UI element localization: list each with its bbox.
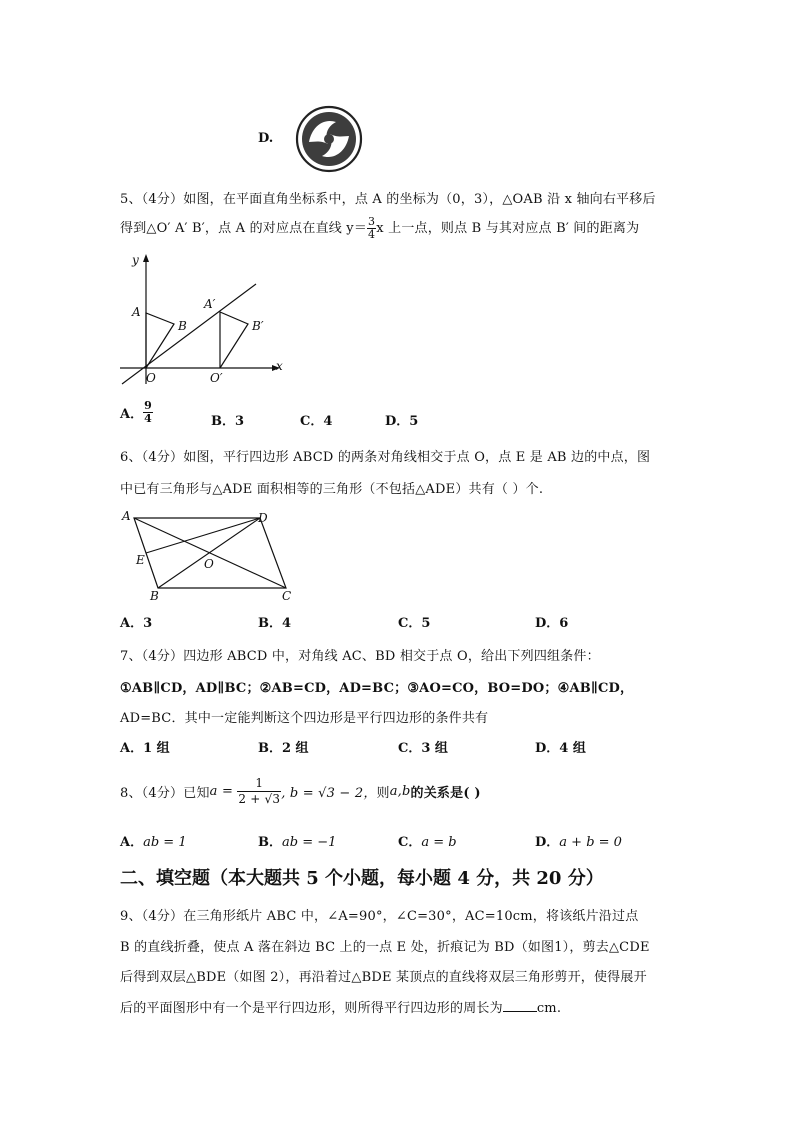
- q5-label-o: O: [146, 371, 156, 385]
- q6-label-o: O: [204, 557, 214, 571]
- q5-option-c: C．4: [300, 414, 333, 429]
- q5-fraction-num: 3: [368, 215, 376, 228]
- q6-label-c: C: [282, 589, 292, 603]
- q6-option-a: A．3: [120, 616, 153, 631]
- q5-label-o-prime: O′: [210, 371, 223, 385]
- q5-label-a-prime: A′: [204, 297, 216, 311]
- q6-line2: 中已有三角形与△ADE 面积相等的三角形（不包括△ADE）共有（ ）个.: [120, 482, 544, 497]
- q5-y-arrow-icon: [143, 254, 149, 262]
- q8-option-d-label: D．: [535, 835, 560, 850]
- q8-fraction-num: 1: [237, 776, 281, 792]
- q5-label-b: B: [178, 319, 187, 333]
- q8-ab: a,b: [389, 784, 411, 799]
- q8-b-part: , b = √3 − 2，: [281, 786, 377, 801]
- q9-line2: B 的直线折叠，使点 A 落在斜边 BC 上的一点 E 处，折痕记为 BD（如图1），剪去△CDE: [120, 940, 650, 955]
- q8-fraction-den: 2 + √3: [238, 792, 281, 806]
- q6-figure: [116, 506, 306, 604]
- q9-answer-blank: [503, 999, 537, 1012]
- q5-option-b: B．3: [211, 414, 245, 429]
- q8-option-c-label: C．: [398, 835, 422, 850]
- q4-option-d-logo: [294, 104, 364, 174]
- q8-option-c-expr: a = b: [421, 835, 457, 850]
- q5-fraction: [367, 216, 376, 241]
- q8-suffix-b: 的关系是( ): [410, 786, 481, 801]
- q6-label-a: A: [122, 509, 131, 523]
- q7-line3: AD=BC．其中一定能判断这个四边形是平行四边形的条件共有: [120, 711, 489, 726]
- q6-segment-ed: [146, 518, 260, 553]
- q8-option-a-expr: ab = 1: [143, 835, 187, 850]
- q9-line3: 后得到双层△BDE（如图 2），再沿着过△BDE 某顶点的直线将双层三角形剪开，使得展开: [120, 970, 647, 985]
- q9-line1: 9、（4分）在三角形纸片 ABC 中，∠A=90°，∠C=30°，AC=10cm，将该纸片沿过点: [120, 909, 639, 924]
- q8-prefix: 8、（4分）已知: [120, 786, 210, 801]
- q8-option-b-label: B．: [258, 835, 282, 850]
- q5-line1: 5、（4分）如图，在平面直角坐标系中，点 A 的坐标为（0，3），△OAB 沿 x 轴向右平移后: [120, 192, 656, 207]
- section2-title: 二、填空题（本大题共 5 个小题，每小题 4 分，共 20 分）: [120, 868, 604, 889]
- q8-option-d-expr: a + b = 0: [559, 835, 622, 850]
- q5-line2-a: 得到△O′ A′ B′，点 A 的对应点在直线 y＝: [120, 221, 368, 236]
- q5-fraction-den: 4: [368, 228, 376, 241]
- q8-line: [120, 776, 481, 807]
- q6-option-d: D．6: [535, 616, 569, 631]
- q9-line4-a: 后的平面图形中有一个是平行四边形，则所得平行四边形的周长为: [120, 1001, 503, 1016]
- q9-line4: [120, 997, 561, 1016]
- q5-figure: [112, 250, 292, 390]
- q4-option-d-label: D.: [258, 131, 274, 146]
- q5-option-a-den: 4: [144, 412, 152, 425]
- q6-label-d: D: [258, 511, 268, 525]
- q8-fraction: [237, 776, 281, 807]
- q5-label-b-prime: B′: [252, 319, 264, 333]
- q5-label-x: x: [276, 359, 283, 373]
- q6-label-e: E: [136, 553, 145, 567]
- q7-option-d: D．4 组: [535, 741, 586, 756]
- q5-label-a: A: [132, 305, 141, 319]
- q5-option-d: D．5: [385, 414, 419, 429]
- q8-option-a: [120, 831, 187, 850]
- q5-line-y34x: [122, 284, 256, 384]
- q5-triangle-oab: [146, 313, 174, 368]
- q8-option-b: [258, 831, 336, 850]
- q8-a-eq: a =: [209, 784, 238, 799]
- q5-line2: [120, 216, 639, 241]
- q9-line4-b: cm.: [536, 1001, 562, 1016]
- q6-option-b: B．4: [258, 616, 292, 631]
- q5-option-a-fraction: [143, 400, 153, 425]
- q5-option-a: [120, 400, 153, 425]
- q6-diagonal-bd: [158, 518, 260, 588]
- q8-suffix-a: 则: [376, 786, 390, 801]
- q5-line2-b: x 上一点，则点 B 与其对应点 B′ 间的距离为: [376, 221, 640, 236]
- q7-line1: 7、（4分）四边形 ABCD 中，对角线 AC、BD 相交于点 O，给出下列四组条件：: [120, 649, 600, 664]
- q5-option-a-num: 9: [144, 399, 152, 412]
- q8-option-d: [535, 831, 622, 850]
- q7-option-a: A．1 组: [120, 741, 170, 756]
- q6-label-b: B: [150, 589, 159, 603]
- q5-label-y: y: [132, 253, 139, 267]
- q5-triangle-oab-prime: [220, 312, 248, 368]
- q8-option-b-expr: ab = −1: [282, 835, 337, 850]
- q6-diagonal-ac: [134, 518, 286, 588]
- q6-line1: 6、（4分）如图，平行四边形 ABCD 的两条对角线相交于点 O，点 E 是 AB 边的中点，图: [120, 450, 651, 465]
- q6-option-c: C．5: [398, 616, 431, 631]
- q7-line2: ①AB∥CD，AD∥BC；②AB=CD，AD=BC；③AO=CO，BO=DO；④AB∥CD，: [120, 681, 634, 696]
- q7-option-b: B．2 组: [258, 741, 309, 756]
- q8-option-a-label: A．: [120, 835, 144, 850]
- q7-option-c: C．3 组: [398, 741, 448, 756]
- q8-option-c: [398, 831, 457, 850]
- q5-option-a-label: A．: [120, 407, 144, 422]
